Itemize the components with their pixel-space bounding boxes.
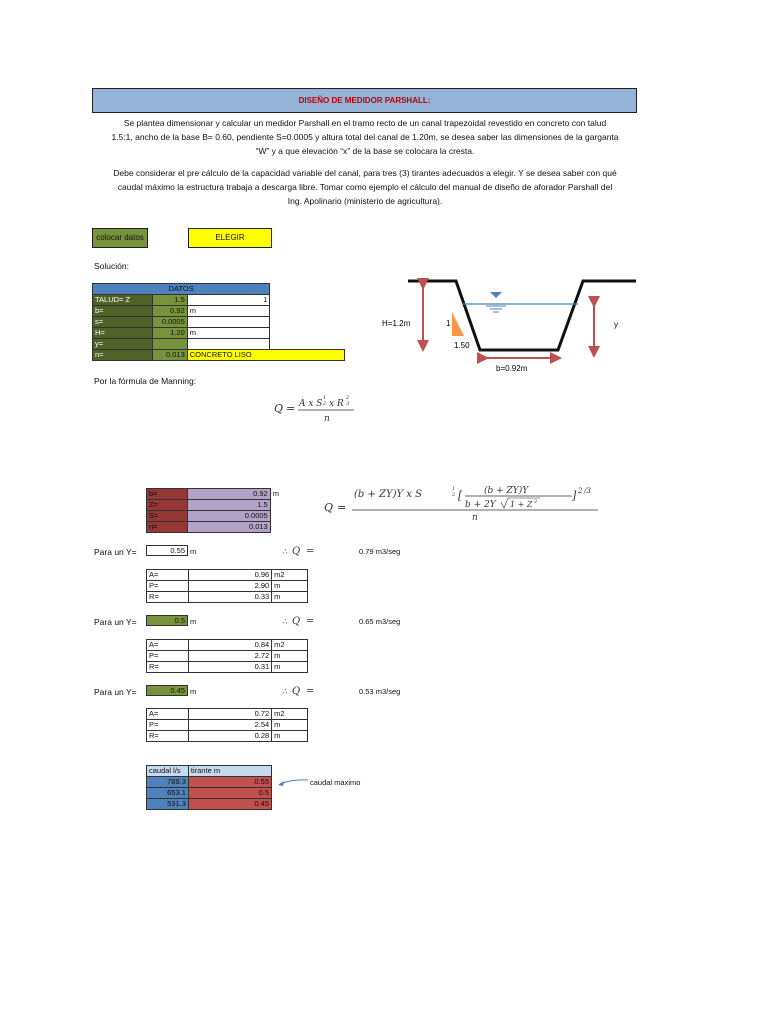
trial-q-unit: m3/seg [375, 547, 401, 556]
trial-q-unit: m3/seg [375, 617, 401, 626]
svg-text:b + 2Y: b + 2Y [465, 500, 496, 510]
trial-y-value: 0.45 [170, 686, 185, 695]
annotation-arrow-icon [276, 776, 310, 788]
table-row [147, 592, 308, 603]
svg-text:∴: ∴ [282, 687, 288, 696]
row-value: 1.5 [188, 500, 270, 511]
row-value: 0.013 [188, 522, 270, 533]
svg-text:[: [ [458, 489, 463, 502]
row-value: 0.33 [188, 592, 271, 603]
trial-1-y-input[interactable] [146, 545, 188, 556]
datos-value-cell[interactable]: 0.013 [152, 350, 187, 361]
row-unit: m [272, 581, 308, 592]
table-row [147, 709, 308, 720]
datos-value-cell[interactable] [152, 339, 187, 350]
row-label: R= [147, 731, 189, 742]
row-unit: m [187, 328, 270, 339]
row-value: 0.96 [188, 570, 271, 581]
intro-line: 1.5:1, ancho de la base B= 0.60, pendiente S=0.0005 y altura total del canal de 1.20m, se desea saber las dimensiones de la garganta [111, 132, 619, 142]
svg-text:(b + ZY)Y x S: (b + ZY)Y x S [354, 489, 422, 500]
row-unit: m [272, 720, 308, 731]
datos-value-cell[interactable]: 0.92 [152, 306, 187, 317]
therefore-q-formula [282, 542, 326, 558]
svg-text:∴: ∴ [282, 617, 288, 626]
row-value: 2.90 [188, 581, 271, 592]
table-row [147, 777, 272, 788]
trial-q-value: 0.53 [359, 687, 374, 696]
row-unit: m [272, 489, 279, 498]
trial-3-q [359, 687, 400, 696]
colocar-datos-button[interactable]: colocar datos [92, 228, 148, 248]
material-cell: CONCRETO LISO [187, 350, 344, 361]
tirante-cell: 0.45 [188, 799, 271, 810]
row-label: n= [93, 350, 153, 361]
trial-1-label: Para un Y= [94, 547, 137, 557]
row-unit: m [272, 662, 308, 673]
page-title: DISEÑO DE MEDIDOR PARSHALL: [92, 88, 637, 113]
table-row [147, 720, 308, 731]
trial-y-unit: m [190, 617, 197, 626]
table-row [147, 651, 308, 662]
row-unit [187, 317, 270, 328]
tirante-cell: 0.5 [188, 788, 271, 799]
summary-header-row [147, 766, 272, 777]
trial-3-y-input[interactable] [146, 685, 188, 696]
row-unit [187, 339, 270, 350]
summary-table [146, 765, 272, 810]
row-label: P= [147, 720, 189, 731]
row-label: H= [93, 328, 153, 339]
trial-2-q [359, 617, 400, 626]
intro-line: caudal máximo la estructura trabaja a descarga libre. Tomar como ejemplo el cálculo del manual de diseño de aforador Parshall del [117, 182, 613, 192]
row-unit: m [272, 592, 308, 603]
table-row [147, 500, 282, 511]
trial-3-label: Para un Y= [94, 687, 137, 697]
height-label: H=1.2m [382, 319, 411, 328]
table-row [93, 306, 345, 317]
svg-text:Q: Q [274, 402, 284, 415]
row-label: s= [93, 317, 153, 328]
row-value: 0.84 [188, 640, 271, 651]
table-row [93, 295, 345, 306]
caudal-cell: 789.3 [147, 777, 189, 788]
trial-2-label: Para un Y= [94, 617, 137, 627]
row-label: S= [147, 511, 188, 522]
intro-paragraph-2 [94, 166, 636, 208]
table-row [147, 731, 308, 742]
row-label: A= [147, 640, 189, 651]
table-row [147, 511, 282, 522]
therefore-q-formula [282, 612, 326, 628]
elegir-button[interactable]: ELEGIR [188, 228, 272, 248]
table-row [93, 350, 345, 361]
datos-value-cell[interactable]: 1.20 [152, 328, 187, 339]
row-value: 2.72 [188, 651, 271, 662]
row-label: P= [147, 651, 189, 662]
intro-line: Se plantea dimensionar y calcular un medidor Parshall en el tramo recto de un canal trapezoidal revestido en concreto con talud [123, 118, 607, 128]
svg-text:x R: x R [329, 399, 344, 409]
row-unit: m [272, 731, 308, 742]
svg-text:3: 3 [346, 401, 350, 407]
table-row [147, 489, 282, 500]
row-label: R= [147, 592, 189, 603]
row-value: 0.72 [188, 709, 271, 720]
svg-text:=: = [306, 686, 315, 697]
caudal-maximo-label: caudal maximo [310, 778, 361, 787]
svg-text:Q: Q [292, 686, 301, 697]
datos-value-cell[interactable]: 0.0005 [152, 317, 187, 328]
table-row [147, 570, 308, 581]
row-label: A= [147, 709, 189, 720]
datos-header-row [93, 284, 345, 295]
row-value: 0.92 [188, 489, 270, 500]
svg-text:A x S: A x S [299, 399, 323, 409]
row-unit: m [272, 651, 308, 662]
trial-y-value: 0.5 [174, 616, 185, 625]
svg-text:]: ] [572, 489, 577, 502]
row-label: n= [147, 522, 188, 533]
channel-outline [408, 281, 636, 350]
trial-1-table [146, 569, 308, 603]
svg-text:2: 2 [323, 401, 327, 407]
table-row [147, 788, 272, 799]
trial-2-table [146, 639, 308, 673]
svg-text:=: = [337, 501, 347, 514]
intro-line: “W” y a que elevación “x” de la base se colocara la cresta. [255, 146, 475, 156]
solucion-label: Solución: [94, 261, 129, 271]
row-unit: m2 [272, 709, 308, 720]
table-row [147, 522, 282, 533]
svg-text:1 + Z: 1 + Z [510, 500, 533, 509]
intro-line: Debe considerar el pre cálculo de la capacidad variable del canal, para tres (3) tirantes adecuados a elegir. Y se desea saber con qué [113, 168, 617, 178]
trial-2-y-input[interactable] [146, 615, 188, 626]
svg-text:1: 1 [323, 395, 327, 401]
svg-text:/3: /3 [584, 487, 591, 495]
svg-text:=: = [306, 546, 315, 557]
row-label: y= [93, 339, 153, 350]
datos-table [92, 283, 345, 361]
table-row [93, 317, 345, 328]
svg-text:1: 1 [452, 486, 456, 492]
row-label: A= [147, 570, 189, 581]
row-unit: m2 [272, 570, 308, 581]
slope-v-label: 1 [446, 319, 451, 328]
table-row [93, 328, 345, 339]
trial-y-unit: m [190, 547, 197, 556]
trial-q-value: 0.65 [359, 617, 374, 626]
svg-text:Q: Q [292, 616, 301, 627]
water-level-icon [490, 292, 502, 298]
params-table [146, 488, 282, 533]
trial-y-value: 0.55 [170, 546, 185, 555]
svg-text:n: n [324, 414, 330, 424]
datos-value-cell[interactable]: 1.5 [152, 295, 187, 306]
svg-text:Q: Q [324, 501, 334, 514]
row-value: 0.0005 [188, 511, 270, 522]
table-row [147, 662, 308, 673]
trial-q-unit: m3/seg [375, 687, 401, 696]
datos-header: DATOS [93, 284, 270, 295]
manning-formula [272, 390, 362, 426]
svg-text:2: 2 [452, 492, 456, 498]
trial-y-unit: m [190, 687, 197, 696]
svg-text:(b + ZY)Y: (b + ZY)Y [484, 486, 529, 496]
row-unit: m2 [272, 640, 308, 651]
trial-3-table [146, 708, 308, 742]
channel-cross-section-diagram [378, 272, 640, 382]
base-width-label: b=0.92m [496, 364, 528, 373]
row-label: P= [147, 581, 189, 592]
svg-text:2: 2 [346, 395, 350, 401]
table-row [147, 799, 272, 810]
caudal-cell: 653.1 [147, 788, 189, 799]
intro-line: Ing. Apolinario (ministerio de agricultura). [287, 196, 443, 206]
slope-triangle [452, 312, 464, 336]
column-header: caudal l/s [147, 766, 189, 777]
row-label: b= [147, 489, 188, 500]
row-label: TALUD= Z [93, 295, 153, 306]
therefore-q-formula [282, 682, 326, 698]
svg-text:2: 2 [534, 499, 538, 505]
trapezoidal-formula [322, 480, 602, 522]
row-value: 2.54 [188, 720, 271, 731]
svg-text:∴: ∴ [282, 547, 288, 556]
row-label: b= [93, 306, 153, 317]
slope-h-label: 1.50 [454, 341, 470, 350]
row-value: 0.31 [188, 662, 271, 673]
row-label: R= [147, 662, 189, 673]
row-unit: m [187, 306, 270, 317]
svg-text:n: n [472, 513, 478, 522]
row-unit: 1 [187, 295, 270, 306]
caudal-cell: 531.3 [147, 799, 189, 810]
table-row [147, 581, 308, 592]
manning-label: Por la fórmula de Manning: [94, 376, 197, 386]
table-row [93, 339, 345, 350]
column-header: tirante m [188, 766, 271, 777]
depth-label: y [614, 320, 618, 329]
svg-text:2: 2 [578, 487, 583, 495]
intro-paragraph-1 [94, 116, 636, 158]
svg-text:Q: Q [292, 546, 301, 557]
svg-text:=: = [306, 616, 315, 627]
tirante-cell: 0.55 [188, 777, 271, 788]
table-row [147, 640, 308, 651]
trial-1-q [359, 547, 400, 556]
svg-text:=: = [286, 402, 296, 415]
row-label: Z= [147, 500, 188, 511]
row-value: 0.28 [188, 731, 271, 742]
trial-q-value: 0.79 [359, 547, 374, 556]
